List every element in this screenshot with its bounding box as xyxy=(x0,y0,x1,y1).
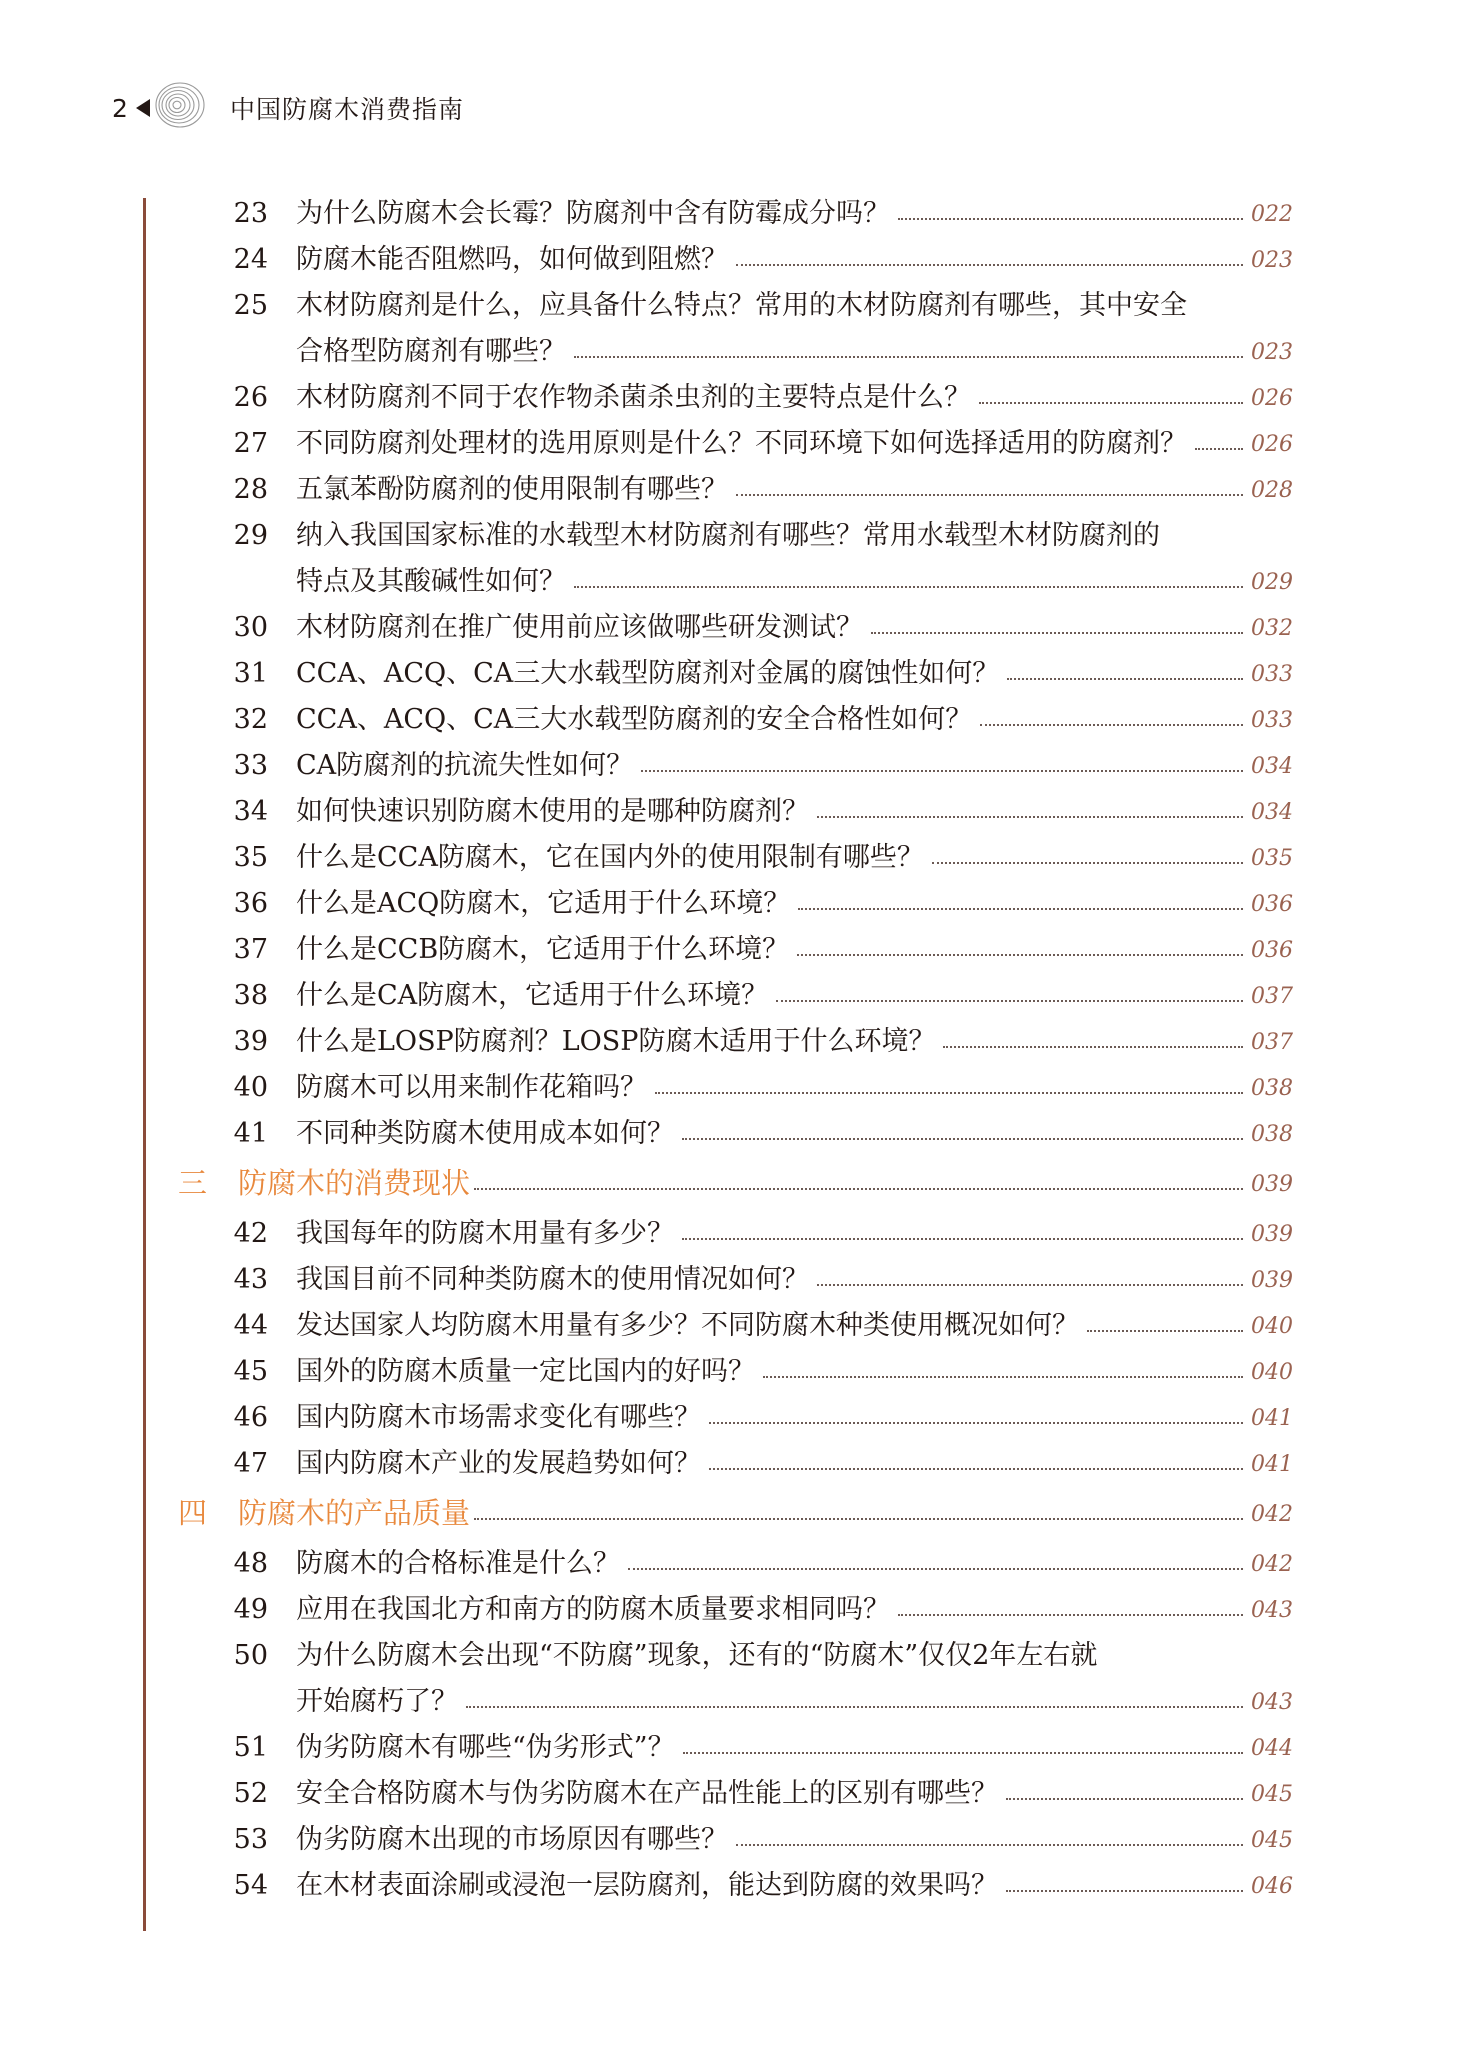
entry-text xyxy=(296,1818,1245,1862)
entry-title: 国内防腐木市场需求变化有哪些？ xyxy=(296,1402,701,1433)
entry-text xyxy=(296,1726,1245,1770)
entry-title: 五氯苯酚防腐剂的使用限制有哪些？ xyxy=(296,474,728,505)
dot-leader xyxy=(1195,447,1243,450)
dot-leader xyxy=(709,1421,1243,1424)
toc-entry xyxy=(228,376,1293,420)
entry-page: 038 xyxy=(1251,1076,1293,1101)
entry-number: 30 xyxy=(233,612,268,643)
entry-title: CCA、ACQ、CA三大水载型防腐剂对金属的腐蚀性如何？ xyxy=(296,658,1000,689)
dot-leader xyxy=(574,355,1243,358)
entry-number: 40 xyxy=(233,1072,268,1103)
entry-text xyxy=(296,1066,1245,1110)
toc-entry xyxy=(228,974,1293,1018)
section-number: 三 xyxy=(178,1166,208,1200)
toc-entry xyxy=(228,652,1293,696)
entry-title: 开始腐朽了？ xyxy=(296,1686,458,1717)
entry-page: 023 xyxy=(1251,248,1293,273)
entry-page: 044 xyxy=(1251,1736,1293,1761)
entry-page: 045 xyxy=(1251,1828,1293,1853)
entry-title: 国内防腐木产业的发展趋势如何？ xyxy=(296,1448,701,1479)
toc-entry xyxy=(228,836,1293,880)
toc-entry xyxy=(228,1588,1293,1632)
entry-number: 36 xyxy=(233,888,268,919)
entry-number: 46 xyxy=(233,1402,268,1433)
entry-number: 37 xyxy=(233,934,268,965)
entry-page: 038 xyxy=(1251,1122,1293,1147)
toc-entry xyxy=(228,1772,1293,1816)
entry-text xyxy=(296,284,1245,328)
toc-entry xyxy=(228,1304,1293,1348)
dot-leader xyxy=(932,861,1243,864)
entry-number: 49 xyxy=(233,1594,268,1625)
entry-text xyxy=(296,744,1245,788)
entry-number: 54 xyxy=(233,1870,268,1901)
dot-leader xyxy=(763,1375,1243,1378)
entry-page: 037 xyxy=(1251,1030,1293,1055)
entry-page: 026 xyxy=(1251,432,1293,457)
entry-title: 什么是LOSP防腐剂？LOSP防腐木适用于什么环境？ xyxy=(296,1026,936,1057)
dot-leader xyxy=(797,953,1243,956)
dot-leader xyxy=(1087,1329,1243,1332)
dot-leader xyxy=(736,263,1243,266)
toc-entry xyxy=(228,238,1293,282)
entry-text xyxy=(296,468,1245,512)
entry-number: 38 xyxy=(233,980,268,1011)
entry-number: 35 xyxy=(233,842,268,873)
entry-number: 51 xyxy=(233,1732,268,1763)
entry-title: 为什么防腐木会长霉？防腐剂中含有防霉成分吗？ xyxy=(296,198,890,229)
dot-leader xyxy=(682,1237,1243,1240)
entry-page: 023 xyxy=(1251,340,1293,365)
section-page: 042 xyxy=(1251,1502,1293,1527)
entry-number: 41 xyxy=(233,1118,268,1149)
entry-number: 47 xyxy=(233,1448,268,1479)
toc-entry xyxy=(228,1542,1293,1586)
entry-number: 39 xyxy=(233,1026,268,1057)
entry-title: 国外的防腐木质量一定比国内的好吗？ xyxy=(296,1356,755,1387)
toc-entry xyxy=(228,698,1293,742)
entry-title: 在木材表面涂刷或浸泡一层防腐剂，能达到防腐的效果吗？ xyxy=(296,1870,998,1901)
entry-text xyxy=(296,1772,1245,1816)
toc-entry xyxy=(228,1818,1293,1862)
side-bar-rule xyxy=(143,198,146,1931)
toc-entry xyxy=(228,1112,1293,1156)
entry-title: 伪劣防腐木有哪些“伪劣形式”？ xyxy=(296,1732,675,1763)
toc-entry xyxy=(228,1212,1293,1256)
entry-number: 44 xyxy=(233,1310,268,1341)
toc-entry xyxy=(228,1726,1293,1770)
entry-title: 不同防腐剂处理材的选用原则是什么？不同环境下如何选择适用的防腐剂？ xyxy=(296,428,1187,459)
entry-text xyxy=(296,1634,1245,1678)
entry-text xyxy=(296,192,1245,236)
toc-entry xyxy=(228,1680,1293,1724)
entry-title: 什么是CCA防腐木，它在国内外的使用限制有哪些？ xyxy=(296,842,924,873)
entry-page: 040 xyxy=(1251,1360,1293,1385)
entry-text xyxy=(296,1112,1245,1156)
entry-number: 29 xyxy=(233,520,268,551)
entry-page: 035 xyxy=(1251,846,1293,871)
toc-entry xyxy=(228,1066,1293,1110)
entry-page: 042 xyxy=(1251,1552,1293,1577)
section-number: 四 xyxy=(178,1496,208,1530)
entry-text xyxy=(296,1864,1245,1908)
section-title-wrap xyxy=(238,1158,1245,1208)
toc-entry xyxy=(228,1864,1293,1908)
entry-text xyxy=(296,238,1245,282)
toc-entry xyxy=(228,744,1293,788)
dot-leader xyxy=(628,1567,1243,1570)
entry-number: 52 xyxy=(233,1778,268,1809)
entry-page: 037 xyxy=(1251,984,1293,1009)
section-title: 防腐木的产品质量 xyxy=(238,1496,471,1530)
entry-number: 26 xyxy=(233,382,268,413)
entry-number: 33 xyxy=(233,750,268,781)
entry-text xyxy=(296,1442,1245,1486)
entry-title: 如何快速识别防腐木使用的是哪种防腐剂？ xyxy=(296,796,809,827)
toc-entry xyxy=(228,422,1293,466)
toc-entry xyxy=(228,882,1293,926)
dot-leader xyxy=(817,815,1243,818)
entry-title: CCA、ACQ、CA三大水载型防腐剂的安全合格性如何？ xyxy=(296,704,973,735)
dot-leader xyxy=(776,999,1243,1002)
entry-text xyxy=(296,836,1245,880)
entry-text xyxy=(296,790,1245,834)
dot-leader xyxy=(466,1705,1243,1708)
entry-text xyxy=(296,1304,1245,1348)
toc-entry xyxy=(228,1258,1293,1302)
entry-page: 039 xyxy=(1251,1268,1293,1293)
entry-text xyxy=(296,652,1245,696)
entry-title: CA防腐剂的抗流失性如何？ xyxy=(296,750,634,781)
section-title: 防腐木的消费现状 xyxy=(238,1166,471,1200)
entry-text xyxy=(296,606,1245,650)
entry-title: 应用在我国北方和南方的防腐木质量要求相同吗？ xyxy=(296,1594,890,1625)
entry-page: 032 xyxy=(1251,616,1293,641)
entry-title: 什么是CA防腐木，它适用于什么环境？ xyxy=(296,980,769,1011)
entry-page: 034 xyxy=(1251,754,1293,779)
entry-number: 24 xyxy=(233,244,268,275)
entry-title: 防腐木的合格标准是什么？ xyxy=(296,1548,620,1579)
toc-entry xyxy=(228,284,1293,328)
dot-leader xyxy=(1007,677,1243,680)
entry-text xyxy=(296,1258,1245,1302)
entry-page: 022 xyxy=(1251,202,1293,227)
entry-number: 31 xyxy=(233,658,268,689)
entry-number: 48 xyxy=(233,1548,268,1579)
entry-number: 23 xyxy=(233,198,268,229)
section-heading xyxy=(178,1158,1293,1208)
entry-title: 发达国家人均防腐木用量有多少？不同防腐木种类使用概况如何？ xyxy=(296,1310,1079,1341)
dot-leader xyxy=(798,907,1243,910)
entry-text xyxy=(296,1020,1245,1064)
dot-leader xyxy=(898,217,1243,220)
entry-text xyxy=(296,974,1245,1018)
left-triangle-arrow-icon xyxy=(136,99,150,117)
section-page: 039 xyxy=(1251,1172,1293,1197)
dot-leader xyxy=(736,493,1243,496)
entry-title: 什么是CCB防腐木，它适用于什么环境？ xyxy=(296,934,790,965)
entry-title: 我国目前不同种类防腐木的使用情况如何？ xyxy=(296,1264,809,1295)
entry-title: 伪劣防腐木出现的市场原因有哪些？ xyxy=(296,1824,728,1855)
toc-entry xyxy=(228,606,1293,650)
entry-text xyxy=(296,882,1245,926)
dot-leader xyxy=(736,1843,1243,1846)
entry-page: 036 xyxy=(1251,938,1293,963)
dot-leader xyxy=(817,1283,1243,1286)
dot-leader xyxy=(682,1137,1243,1140)
entry-text xyxy=(296,1396,1245,1440)
toc-entry xyxy=(228,1020,1293,1064)
entry-number: 25 xyxy=(233,290,268,321)
dot-leader xyxy=(943,1045,1243,1048)
entry-page: 041 xyxy=(1251,1406,1293,1431)
entry-text xyxy=(296,330,1245,374)
entry-title: 什么是ACQ防腐木，它适用于什么环境？ xyxy=(296,888,791,919)
wood-grain-icon xyxy=(150,77,206,133)
dot-leader xyxy=(474,1187,1243,1190)
entry-page: 045 xyxy=(1251,1782,1293,1807)
entry-title: 木材防腐剂在推广使用前应该做哪些研发测试？ xyxy=(296,612,863,643)
dot-leader xyxy=(898,1613,1243,1616)
entry-text xyxy=(296,1680,1245,1724)
entry-title: 木材防腐剂不同于农作物杀菌杀虫剂的主要特点是什么？ xyxy=(296,382,971,413)
entry-page: 033 xyxy=(1251,708,1293,733)
entry-text xyxy=(296,1588,1245,1632)
entry-number: 45 xyxy=(233,1356,268,1387)
toc-entry xyxy=(228,330,1293,374)
toc-entry xyxy=(228,560,1293,604)
entry-title: 特点及其酸碱性如何？ xyxy=(296,566,566,597)
entry-page: 039 xyxy=(1251,1222,1293,1247)
book-title: 中国防腐木消费指南 xyxy=(230,95,465,124)
entry-page: 036 xyxy=(1251,892,1293,917)
toc-entry xyxy=(228,1396,1293,1440)
entry-number: 32 xyxy=(233,704,268,735)
dot-leader xyxy=(979,401,1243,404)
entry-title: 防腐木可以用来制作花箱吗？ xyxy=(296,1072,647,1103)
entry-number: 43 xyxy=(233,1264,268,1295)
running-header xyxy=(112,88,464,128)
entry-title: 不同种类防腐木使用成本如何？ xyxy=(296,1118,674,1149)
dot-leader xyxy=(980,723,1243,726)
entry-text xyxy=(296,1350,1245,1394)
entry-text xyxy=(296,514,1245,558)
dot-leader xyxy=(1006,1889,1243,1892)
entry-title: 防腐木能否阻燃吗，如何做到阻燃？ xyxy=(296,244,728,275)
toc-entry xyxy=(228,1634,1293,1678)
entry-text xyxy=(296,422,1245,466)
toc-entry xyxy=(228,468,1293,512)
dot-leader xyxy=(655,1091,1243,1094)
entry-page: 043 xyxy=(1251,1598,1293,1623)
entry-number: 27 xyxy=(233,428,268,459)
entry-number: 28 xyxy=(233,474,268,505)
entry-title: 木材防腐剂是什么，应具备什么特点？常用的木材防腐剂有哪些，其中安全 xyxy=(296,290,1187,321)
entry-text xyxy=(296,376,1245,420)
entry-text xyxy=(296,928,1245,972)
entry-title: 为什么防腐木会出现“不防腐”现象，还有的“防腐木”仅仅2年左右就 xyxy=(296,1640,1098,1671)
toc-entry xyxy=(228,1442,1293,1486)
entry-number: 42 xyxy=(233,1218,268,1249)
entry-number: 53 xyxy=(233,1824,268,1855)
toc-entry xyxy=(228,1350,1293,1394)
section-heading xyxy=(178,1488,1293,1538)
dot-leader xyxy=(871,631,1243,634)
entry-page: 033 xyxy=(1251,662,1293,687)
entry-page: 046 xyxy=(1251,1874,1293,1899)
entry-number: 34 xyxy=(233,796,268,827)
toc-entry xyxy=(228,192,1293,236)
entry-page: 040 xyxy=(1251,1314,1293,1339)
dot-leader xyxy=(641,769,1243,772)
entry-number: 50 xyxy=(233,1640,268,1671)
dot-leader xyxy=(683,1751,1243,1754)
entry-page: 029 xyxy=(1251,570,1293,595)
dot-leader xyxy=(474,1517,1243,1520)
entry-page: 034 xyxy=(1251,800,1293,825)
entry-title: 合格型防腐剂有哪些？ xyxy=(296,336,566,367)
entry-title: 安全合格防腐木与伪劣防腐木在产品性能上的区别有哪些？ xyxy=(296,1778,998,1809)
entry-page: 026 xyxy=(1251,386,1293,411)
entry-text xyxy=(296,1542,1245,1586)
toc-entry xyxy=(228,928,1293,972)
section-title-wrap xyxy=(238,1488,1245,1538)
toc-entry xyxy=(228,790,1293,834)
entry-page: 028 xyxy=(1251,478,1293,503)
dot-leader xyxy=(574,585,1243,588)
entry-title: 我国每年的防腐木用量有多少？ xyxy=(296,1218,674,1249)
page-number: 2 xyxy=(112,93,128,123)
entry-title: 纳入我国国家标准的水载型木材防腐剂有哪些？常用水载型木材防腐剂的 xyxy=(296,520,1160,551)
entry-text xyxy=(296,1212,1245,1256)
entry-page: 043 xyxy=(1251,1690,1293,1715)
dot-leader xyxy=(1006,1797,1243,1800)
toc-entry xyxy=(228,514,1293,558)
entry-text xyxy=(296,698,1245,742)
dot-leader xyxy=(709,1467,1243,1470)
entry-page: 041 xyxy=(1251,1452,1293,1477)
entry-text xyxy=(296,560,1245,604)
